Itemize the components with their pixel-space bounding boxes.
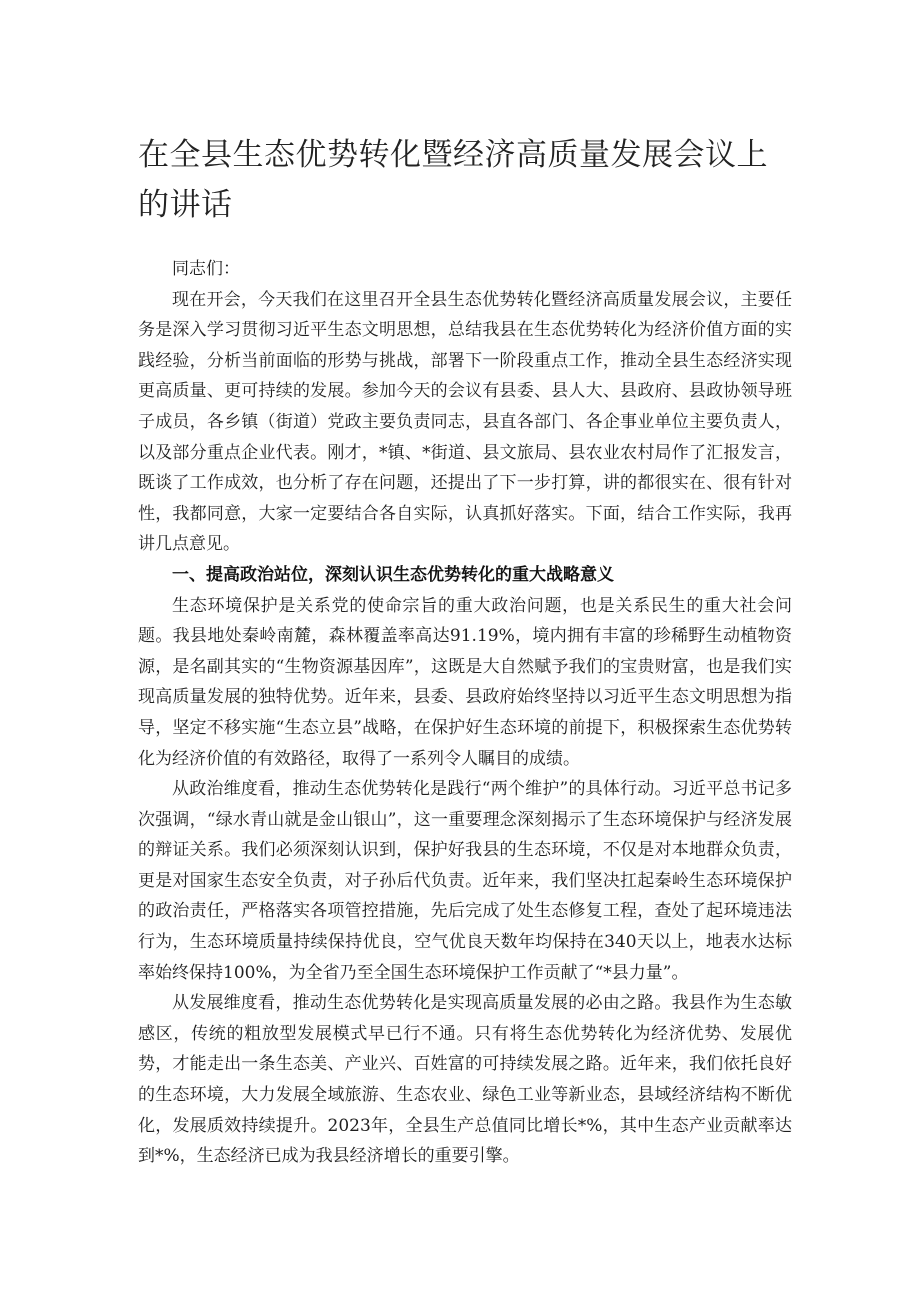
section1-paragraph-2: 从政治维度看，推动生态优势转化是践行“两个维护”的具体行动。习近平总书记多次强调，“绿水青山就是金山银山”，这一重要理念深刻揭示了生态环境保护与经济发展的辩证关系。我们必须深刻认识到，保护好我县的生态环境，不仅是对本地群众负责，更是对国家生态安全负责，对子孙后代负责。近年来，我们坚决扛起秦岭生态环境保护的政治责任，严格落实各项管控措施，先后完成了处生态修复工程，查处了起环境违法行为，生态环境质量持续保持优良，空气优良天数年均保持在340天以上，地表水达标率始终保持100%，为全省乃至全国生态环境保护工作贡献了“*县力量”。 (138, 779, 792, 983)
document-body (138, 254, 792, 1172)
section1-paragraph-3: 从发展维度看，推动生态优势转化是实现高质量发展的必由之路。我县作为生态敏感区，传统的粗放型发展模式早已行不通。只有将生态优势转化为经济优势、发展优势，才能走出一条生态美、产业兴、百姓富的可持续发展之路。近年来，我们依托良好的生态环境，大力发展全域旅游、生态农业、绿色工业等新业态，县域经济结构不断优化，发展质效持续提升。2023年，全县生产总值同比增长*%，其中生态产业贡献率达到*%，生态经济已成为我县经济增长的重要引擎。 (138, 993, 792, 1167)
document-title: 在全县生态优势转化暨经济高质量发展会议上的讲话 (138, 137, 768, 223)
opening-paragraph: 现在开会，今天我们在这里召开全县生态优势转化暨经济高质量发展会议，主要任务是深入学习贯彻习近平生态文明思想，总结我县在生态优势转化为经济价值方面的实践经验，分析当前面临的形势与挑战，部署下一阶段重点工作，推动全县生态经济实现更高质量、更可持续的发展。参加今天的会议有县委、县人大、县政府、县政协领导班子成员，各乡镇（街道）党政主要负责同志，县直各部门、各企事业单位主要负责人，以及部分重点企业代表。刚才，*镇、*街道、县文旅局、县农业农村局作了汇报发言，既谈了工作成效，也分析了存在问题，还提出了下一步打算，讲的都很实在、很有针对性，我都同意，大家一定要结合各自实际，认真抓好落实。下面，结合工作实际，我再讲几点意见。 (138, 289, 792, 555)
greeting: 同志们： (172, 259, 240, 279)
section1-paragraph-1: 生态环境保护是关系党的使命宗旨的重大政治问题，也是关系民生的重大社会问题。我县地处秦岭南麓，森林覆盖率高达91.19%，境内拥有丰富的珍稀野生动植物资源，是名副其实的“生物资源基因库”，这既是大自然赋予我们的宝贵财富，也是我们实现高质量发展的独特优势。近年来，县委、县政府始终坚持以习近平生态文明思想为指导，坚定不移实施“生态立县”战略，在保护好生态环境的前提下，积极探索生态优势转化为经济价值的有效路径，取得了一系列令人瞩目的成绩。 (138, 595, 792, 769)
section-heading-1: 一、提高政治站位，深刻认识生态优势转化的重大战略意义 (172, 564, 614, 585)
